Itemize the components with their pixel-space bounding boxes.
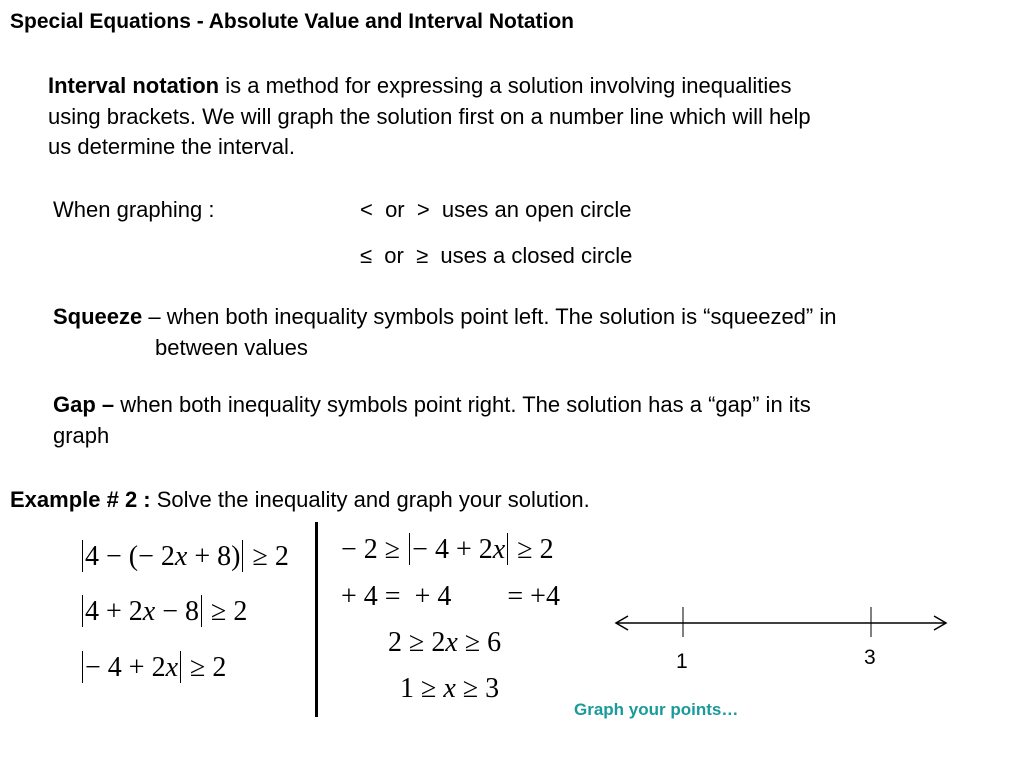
variable-x: x bbox=[445, 627, 458, 658]
right-step-4 bbox=[400, 673, 499, 705]
abs-bar bbox=[507, 533, 508, 565]
example-label: Example # 2 : bbox=[10, 487, 151, 512]
left-step-1-c: + 8) bbox=[187, 541, 241, 572]
intro-line-2: using brackets. We will graph the solution first on a number line which will help bbox=[48, 103, 811, 129]
left-step-3 bbox=[80, 651, 226, 684]
right-step-1-rel: ≥ 2 bbox=[510, 534, 554, 565]
right-step-1-lead: − 2 ≥ bbox=[341, 534, 408, 565]
right-step-2: + 4 = + 4 = +4 bbox=[341, 581, 560, 612]
number-line[interactable] bbox=[600, 595, 960, 655]
abs-bar bbox=[82, 540, 83, 572]
abs-bar bbox=[82, 595, 83, 627]
abs-bar bbox=[409, 533, 410, 565]
graph-hint: Graph your points… bbox=[574, 700, 739, 719]
abs-bar bbox=[242, 540, 243, 572]
intro-term: Interval notation bbox=[48, 73, 220, 98]
example-text: Solve the inequality and graph your solution. bbox=[150, 487, 590, 512]
right-step-4-a: 1 ≥ bbox=[400, 673, 444, 704]
right-step-1 bbox=[341, 533, 554, 566]
tick-label-1: 1 bbox=[676, 650, 688, 673]
page-title: Special Equations - Absolute Value and Interval Notation bbox=[10, 10, 574, 33]
abs-bar bbox=[201, 595, 202, 627]
left-step-3-rel: ≥ 2 bbox=[183, 652, 227, 683]
right-step-3-a: 2 ≥ 2 bbox=[388, 627, 446, 658]
left-step-2-rel: ≥ 2 bbox=[204, 596, 248, 627]
left-step-2-a: 4 + 2 bbox=[85, 596, 143, 627]
left-step-3-a: − 4 + 2 bbox=[85, 652, 166, 683]
left-step-1 bbox=[80, 540, 289, 573]
left-step-1-rel: ≥ 2 bbox=[245, 541, 289, 572]
gap-definition bbox=[53, 390, 811, 451]
abs-bar bbox=[82, 651, 83, 683]
tick-label-3: 3 bbox=[864, 646, 876, 669]
intro-paragraph bbox=[48, 71, 811, 163]
variable-x: x bbox=[174, 541, 188, 572]
graphing-rule-closed: ≤ or ≥ uses a closed circle bbox=[360, 243, 633, 268]
squeeze-definition bbox=[53, 302, 836, 363]
gap-line-1 bbox=[53, 390, 811, 421]
variable-x: x bbox=[443, 673, 456, 704]
squeeze-term: Squeeze bbox=[53, 304, 143, 329]
left-step-2 bbox=[80, 595, 247, 628]
example-heading bbox=[10, 485, 590, 516]
right-step-1-a: − 4 + 2 bbox=[412, 534, 493, 565]
variable-x: x bbox=[142, 596, 156, 627]
graphing-label: When graphing : bbox=[53, 197, 215, 222]
column-divider bbox=[315, 522, 318, 717]
squeeze-line-1 bbox=[53, 302, 836, 333]
squeeze-line-1-text: – when both inequality symbols point left. The solution is “squeezed” in bbox=[142, 304, 837, 329]
left-step-2-c: − 8 bbox=[155, 596, 200, 627]
right-step-3 bbox=[388, 627, 501, 659]
intro-line-1-text: is a method for expressing a solution involving inequalities bbox=[219, 73, 792, 98]
gap-line-2: graph bbox=[53, 422, 110, 448]
right-step-3-c: ≥ 6 bbox=[457, 627, 502, 658]
gap-line-1-text: when both inequality symbols point right. The solution has a “gap” in its bbox=[114, 392, 811, 417]
variable-x: x bbox=[165, 652, 179, 683]
right-step-4-c: ≥ 3 bbox=[455, 673, 500, 704]
squeeze-line-2: between values bbox=[155, 334, 308, 360]
intro-line-1 bbox=[48, 71, 811, 102]
intro-line-3: us determine the interval. bbox=[48, 134, 296, 159]
left-step-1-a: 4 − (− 2 bbox=[85, 541, 175, 572]
gap-term: Gap – bbox=[53, 392, 115, 417]
abs-bar bbox=[180, 651, 181, 683]
graphing-rule-open: < or > uses an open circle bbox=[360, 197, 632, 222]
variable-x: x bbox=[492, 534, 506, 565]
